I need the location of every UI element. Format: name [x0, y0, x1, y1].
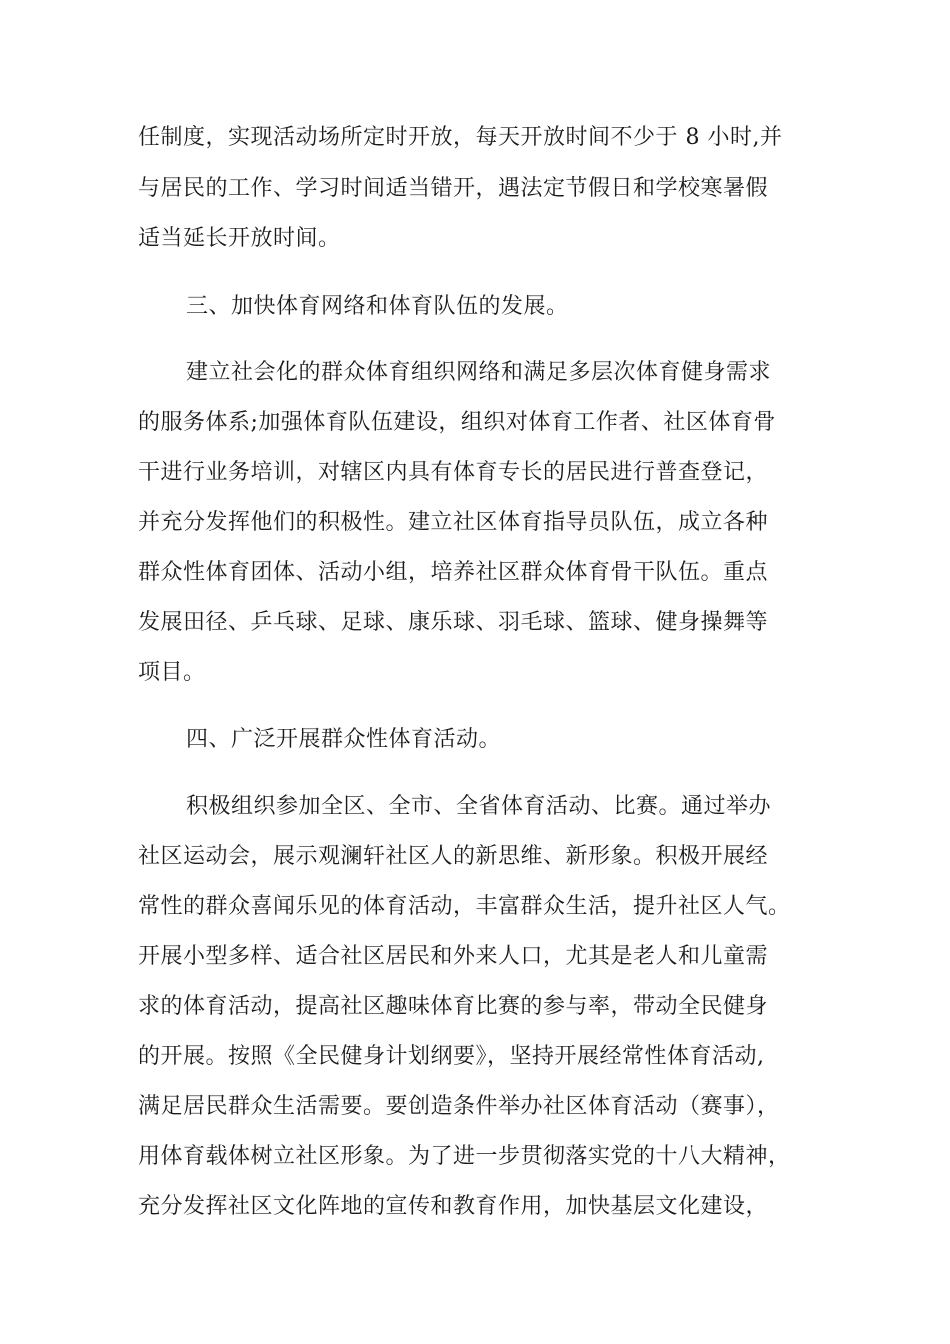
body-text-line: 与居民的工作、学习时间适当错开，遇法定节假日和学校寒暑假: [138, 176, 769, 201]
body-text-line: 常性的群众喜闻乐见的体育活动，丰富群众生活，提升社区人气。: [138, 894, 791, 919]
body-text-line: 用体育载体树立社区形象。为了进一步贯彻落实党的十八大精神，: [138, 1144, 791, 1169]
body-text-line: 的开展。按照《全民健身计划纲要》，坚持开展经常性体育活动,: [138, 1044, 765, 1069]
body-text-line: 的服务体系;加强体育队伍建设，组织对体育工作者、社区体育骨: [138, 410, 776, 435]
body-text-line: 充分发挥社区文化阵地的宣传和教育作用，加快基层文化建设，: [138, 1194, 769, 1219]
body-text-line: 并充分发挥他们的积极性。建立社区体育指导员队伍，成立各种: [138, 510, 769, 535]
body-text-line: 求的体育活动，提高社区趣味体育比赛的参与率，带动全民健身: [138, 994, 769, 1019]
body-text-line: 任制度，实现活动场所定时开放，每天开放时间不少于 8 小时,并: [138, 125, 783, 150]
body-text-line: 适当延长开放时间。: [138, 226, 341, 251]
body-text-line: 干进行业务培训，对辖区内具有体育专长的居民进行普查登记，: [138, 460, 769, 485]
body-text-line: 建立社会化的群众体育组织网络和满足多层次体育健身需求: [186, 360, 772, 385]
body-text-line: 发展田径、乒乓球、足球、康乐球、羽毛球、篮球、健身操舞等: [138, 610, 769, 635]
body-text-line: 开展小型多样、适合社区居民和外来人口，尤其是老人和儿童需: [138, 944, 769, 969]
body-text-line: 满足居民群众生活需要。要创造条件举办社区体育活动（赛事），: [138, 1094, 780, 1119]
body-text-line: 积极组织参加全区、全市、全省体育活动、比赛。通过举办: [186, 794, 772, 819]
body-text-line: 项目。: [138, 660, 206, 685]
section-heading-3: 三、加快体育网络和体育队伍的发展。: [186, 294, 569, 319]
section-heading-4: 四、广泛开展群众性体育活动。: [186, 727, 502, 752]
body-text-line: 群众性体育团体、活动小组，培养社区群众体育骨干队伍。重点: [138, 560, 769, 585]
body-text-line: 社区运动会，展示观澜轩社区人的新思维、新形象。积极开展经: [138, 844, 769, 869]
